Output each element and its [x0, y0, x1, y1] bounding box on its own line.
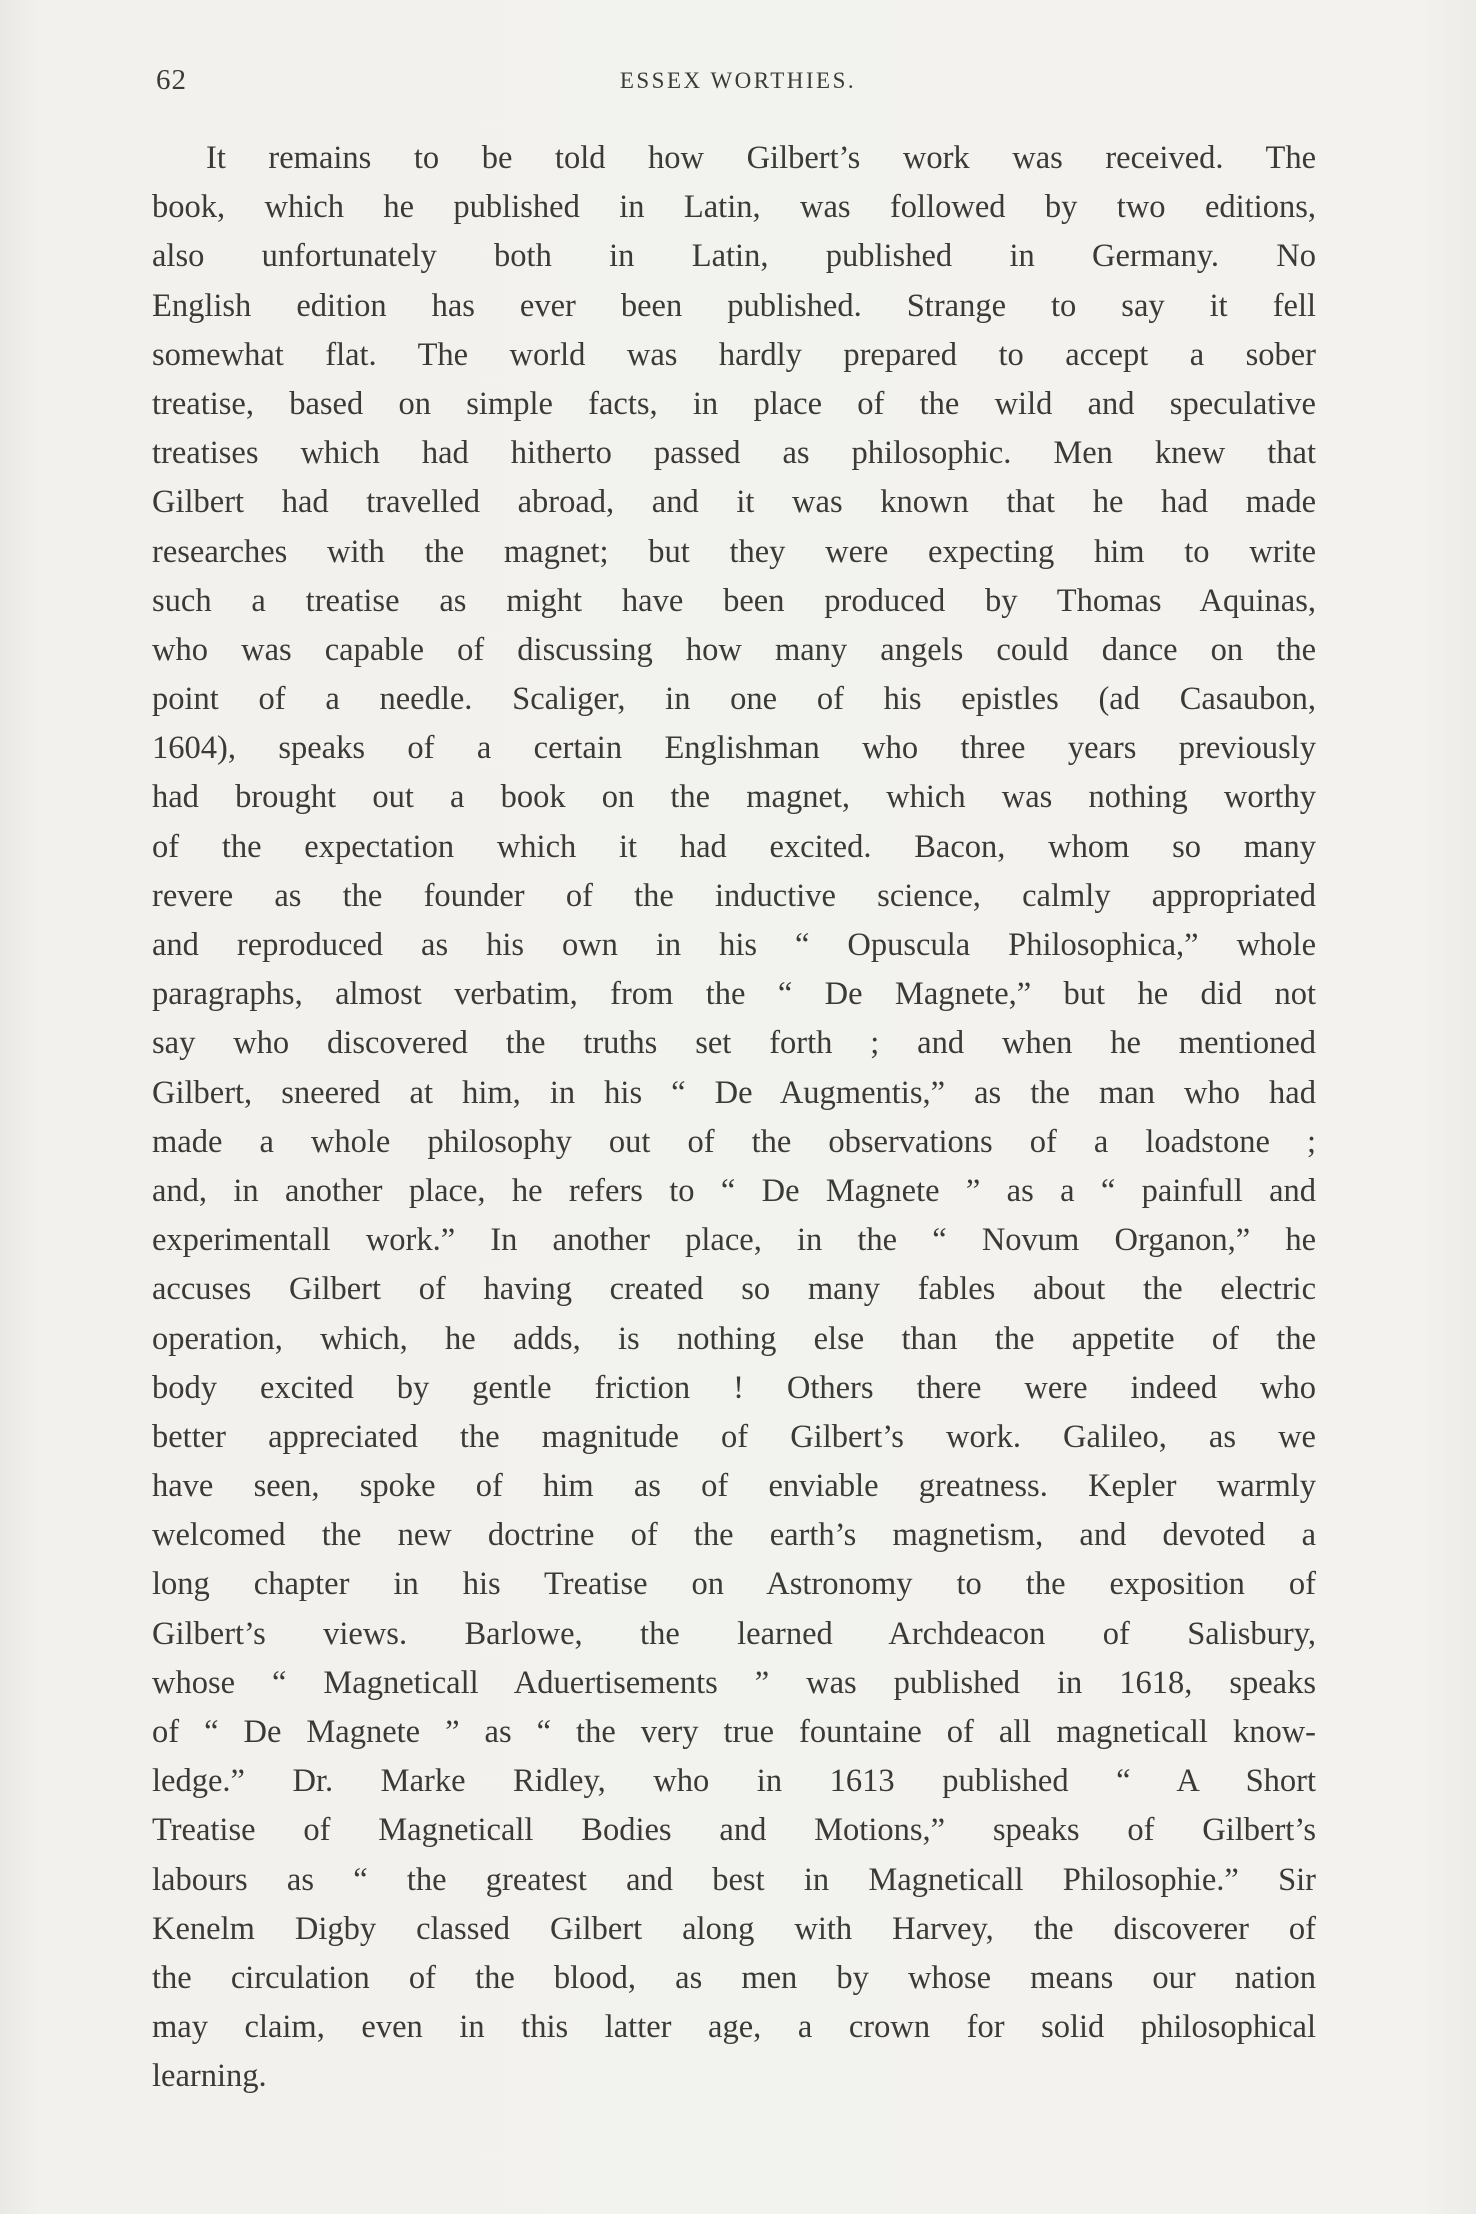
text-line: had brought out a book on the magnet, which was nothing worthy [152, 779, 1316, 816]
text-line: point of a needle. Scaliger, in one of his epistles (ad Casaubon, [152, 681, 1316, 718]
text-line: whose “ Magneticall Aduertisements ” was published in 1618, speaks [152, 1664, 1316, 1701]
page-number: 62 [156, 64, 187, 96]
text-line: Gilbert’s views. Barlowe, the learned Archdeacon of Salisbury, [152, 1615, 1316, 1652]
text-line: English edition has ever been published. Strange to say it fell [152, 287, 1316, 324]
text-line: 1604), speaks of a certain Englishman who three years previously [152, 730, 1316, 767]
text-line: such a treatise as might have been produced by Thomas Aquinas, [152, 582, 1316, 619]
text-line: ledge.” Dr. Marke Ridley, who in 1613 published “ A Short [152, 1763, 1316, 1800]
text-line: body excited by gentle friction ! Others there were indeed who [152, 1369, 1316, 1406]
text-line: book, which he published in Latin, was followed by two editions, [152, 189, 1316, 226]
text-line: researches with the magnet; but they were expecting him to write [152, 533, 1316, 570]
text-line: treatise, based on simple facts, in place of the wild and speculative [152, 385, 1316, 422]
text-line: Gilbert, sneered at him, in his “ De Augmentis,” as the man who had [152, 1074, 1316, 1111]
text-line: labours as “ the greatest and best in Magneticall Philosophie.” Sir [152, 1861, 1316, 1898]
text-line: Kenelm Digby classed Gilbert along with Harvey, the discoverer of [152, 1910, 1316, 1947]
text-line: operation, which, he adds, is nothing else than the appetite of the [152, 1320, 1316, 1357]
text-line: Treatise of Magneticall Bodies and Motions,” speaks of Gilbert’s [152, 1812, 1316, 1849]
text-line: of “ De Magnete ” as “ the very true fountaine of all magneticall know- [152, 1714, 1316, 1750]
text-line: made a whole philosophy out of the observations of a loadstone ; [152, 1123, 1316, 1160]
text-line: long chapter in his Treatise on Astronomy to the exposition of [152, 1566, 1316, 1603]
text-line: It remains to be told how Gilbert’s work was received. The [206, 140, 1316, 176]
text-line: say who discovered the truths set forth ; and when he mentioned [152, 1025, 1316, 1062]
text-line: the circulation of the blood, as men by whose means our nation [152, 1959, 1316, 1996]
text-line: Gilbert had travelled abroad, and it was known that he had made [152, 484, 1316, 521]
text-line: better appreciated the magnitude of Gilbert’s work. Galileo, as we [152, 1418, 1316, 1455]
text-line: experimentall work.” In another place, in the “ Novum Organon,” he [152, 1222, 1316, 1259]
running-title: ESSEX WORTHIES. [619, 68, 857, 93]
text-line: and, in another place, he refers to “ De Magnete ” as a “ painfull and [152, 1172, 1316, 1209]
text-line: revere as the founder of the inductive science, calmly appropriated [152, 877, 1316, 914]
text-line: and reproduced as his own in his “ Opuscula Philosophica,” whole [152, 927, 1316, 963]
text-line: who was capable of discussing how many angels could dance on the [152, 631, 1316, 668]
running-head [156, 64, 1320, 104]
body-text [152, 134, 1316, 2102]
text-line: accuses Gilbert of having created so many fables about the electric [152, 1271, 1316, 1308]
text-line: paragraphs, almost verbatim, from the “ De Magnete,” but he did not [152, 976, 1316, 1013]
text-line: somewhat flat. The world was hardly prepared to accept a sober [152, 336, 1316, 373]
text-line: learning. [152, 2058, 267, 2095]
text-line: also unfortunately both in Latin, published in Germany. No [152, 238, 1316, 275]
text-line: welcomed the new doctrine of the earth’s magnetism, and devoted a [152, 1517, 1316, 1554]
text-line: of the expectation which it had excited. Bacon, whom so many [152, 828, 1316, 865]
text-line: have seen, spoke of him as of enviable greatness. Kepler warmly [152, 1468, 1316, 1505]
text-line: may claim, even in this latter age, a crown for solid philosophical [152, 2009, 1316, 2046]
text-line: treatises which had hitherto passed as philosophic. Men knew that [152, 435, 1316, 472]
